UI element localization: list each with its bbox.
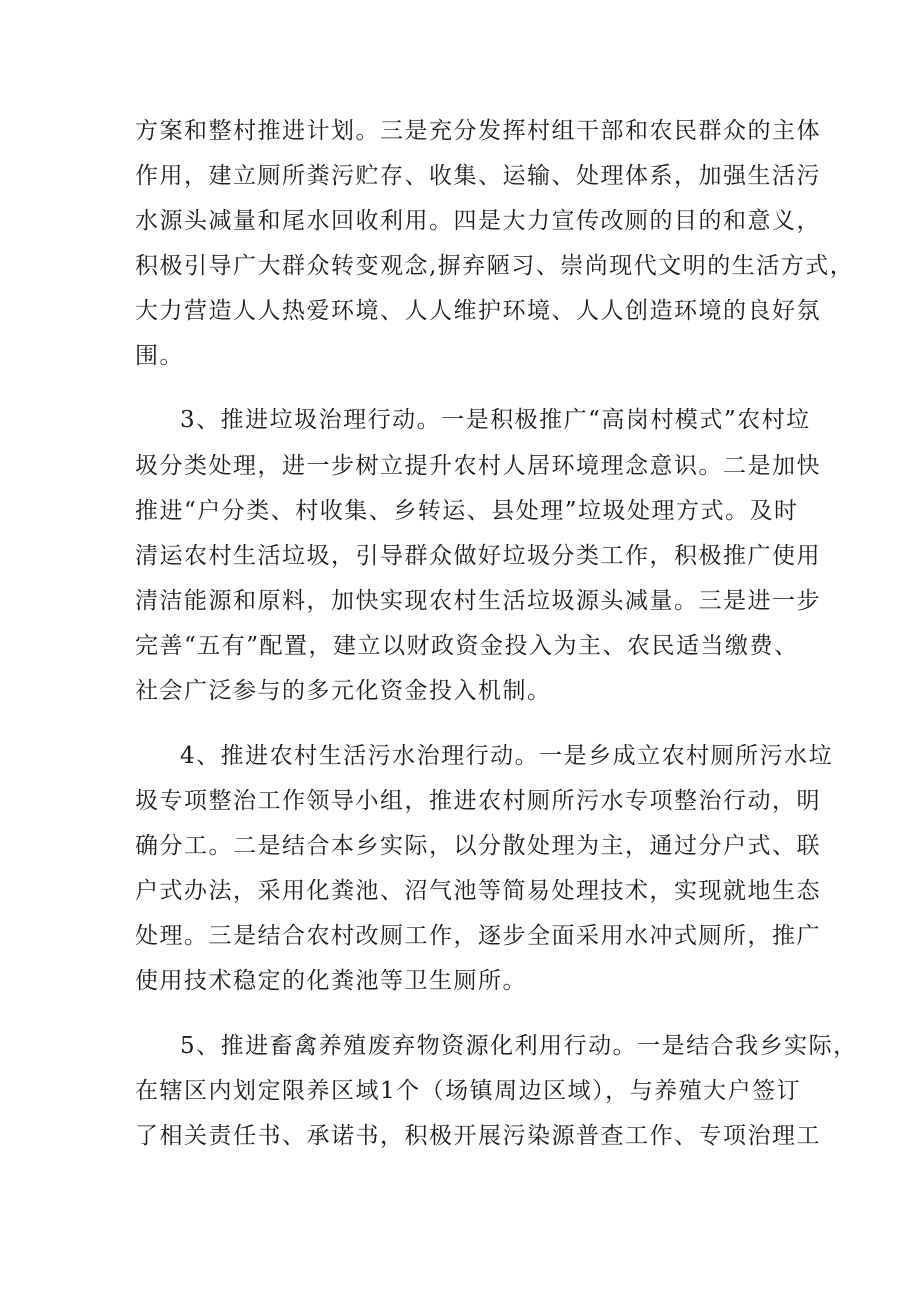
text-line: 使用技术稳定的化粪池等卫生厕所。 — [135, 968, 527, 994]
text-line: 推进“户分类、村收集、乡转运、县处理”垃圾处理方式。及时 — [135, 498, 799, 524]
text-line: 作用，建立厕所粪污贮存、收集、运输、处理体系，加强生活污 — [135, 163, 821, 189]
text-line: 圾专项整治工作领导小组，推进农村厕所污水专项整治行动，明 — [135, 788, 821, 814]
text-line: 在辖区内划定限养区域1个（场镇周边区域），与养殖大户签订 — [135, 1078, 802, 1104]
text-line: 圾分类处理，进一步树立提升农村人居环境理念意识。二是加快 — [135, 453, 821, 479]
text-line: 确分工。二是结合本乡实际，以分散处理为主，通过分户式、联 — [135, 833, 821, 859]
text-line: 处理。三是结合农村改厕工作，逐步全面采用水冲式厕所，推广 — [135, 923, 821, 949]
text-line: 完善“五有”配置，建立以财政资金投入为主、农民适当缴费、 — [135, 633, 799, 659]
text-line: 了相关责任书、承诺书，积极开展污染源普查工作、专项治理工 — [135, 1123, 821, 1149]
paragraph-start-line: 3、推进垃圾治理行动。一是积极推广“高岗村模式”农村垃 — [180, 407, 811, 433]
text-line: 社会广泛参与的多元化资金投入机制。 — [135, 678, 552, 704]
text-line: 户式办法，采用化粪池、沼气池等简易处理技术，实现就地生态 — [135, 878, 821, 904]
text-line: 积极引导广大群众转变观念,摒弃陋习、崇尚现代文明的生活方式， — [135, 253, 855, 279]
text-line: 大力营造人人热爱环境、人人维护环境、人人创造环境的良好氛 — [135, 298, 821, 324]
paragraph-start-line: 4、推进农村生活污水治理行动。一是乡成立农村厕所污水垃 — [180, 743, 834, 769]
text-line: 方案和整村推进计划。三是充分发挥村组干部和农民群众的主体 — [135, 118, 821, 144]
text-line: 清洁能源和原料，加快实现农村生活垃圾源头减量。三是进一步 — [135, 588, 821, 614]
paragraph-start-line: 5、推进畜禽养殖废弃物资源化利用行动。一是结合我乡实际， — [180, 1033, 858, 1059]
text-line: 水源头减量和尾水回收利用。四是大力宣传改厕的目的和意义， — [135, 208, 821, 234]
text-line: 围。 — [135, 343, 184, 369]
text-line: 清运农村生活垃圾，引导群众做好垃圾分类工作，积极推广使用 — [135, 543, 821, 569]
